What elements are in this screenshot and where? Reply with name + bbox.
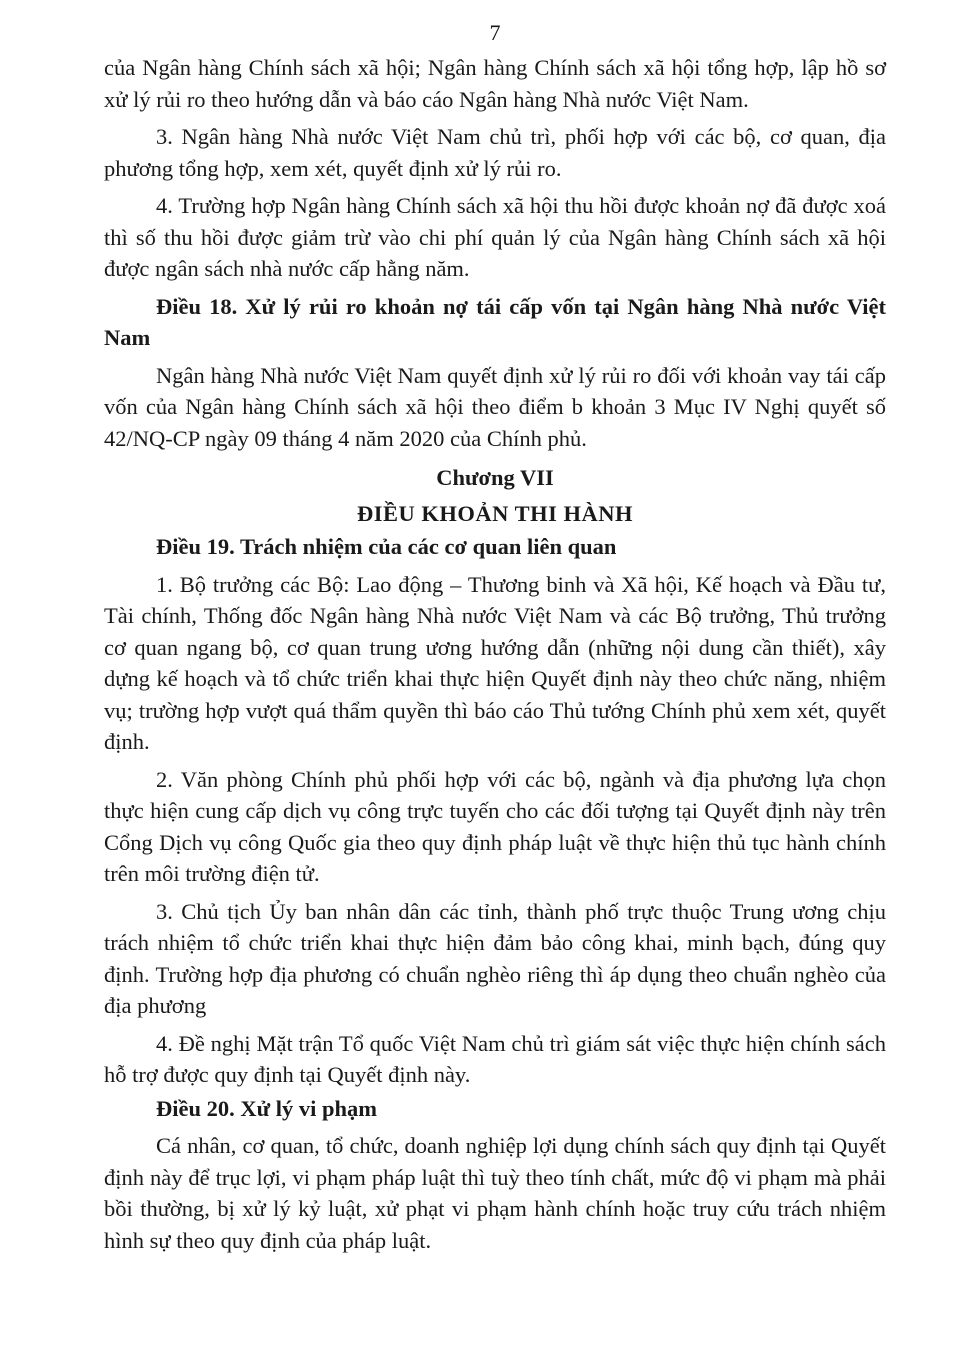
- paragraph-clause-4: 4. Trường hợp Ngân hàng Chính sách xã hội thu hồi được khoản nợ đã được xoá thì số thu hồi được giảm trừ vào chi phí quản lý của Ngân hàng Chính sách xã hội được ngân sách nhà nước cấp hằng năm.: [104, 193, 886, 281]
- article-18-title: Điều 18. Xử lý rủi ro khoản nợ tái cấp vốn tại Ngân hàng Nhà nước Việt Nam: [104, 293, 886, 350]
- article-19-title: Điều 19. Trách nhiệm của các cơ quan liên quan: [156, 534, 617, 559]
- article-19-clause-2: 2. Văn phòng Chính phủ phối hợp với các bộ, ngành và địa phương lựa chọn thực hiện cung cấp dịch vụ công trực tuyến cho các đối tượng tại Quyết định này trên Cổng Dịch vụ công Quốc gia theo quy định pháp luật về thực hiện thủ tục hành chính trên môi trường điện tử.: [104, 766, 886, 886]
- article-19-clause-3: 3. Chủ tịch Ủy ban nhân dân các tỉnh, thành phố trực thuộc Trung ương chịu trách nhiệm tổ chức triển khai thực hiện đảm bảo công khai, minh bạch, đúng quy định. Trường hợp địa phương có chuẩn nghèo riêng thì áp dụng theo chuẩn nghèo của địa phương: [104, 898, 886, 1018]
- article-20-body: Cá nhân, cơ quan, tổ chức, doanh nghiệp lợi dụng chính sách quy định tại Quyết định này để trục lợi, vi phạm pháp luật thì tuỳ theo tính chất, mức độ vi phạm mà phải bồi thường, bị xử lý kỷ luật, xử phạt vi phạm hành chính hoặc truy cứu trách nhiệm hình sự theo quy định của pháp luật.: [104, 1133, 886, 1253]
- article-19-clause-4: 4. Đề nghị Mặt trận Tổ quốc Việt Nam chủ trì giám sát việc thực hiện chính sách hỗ trợ được quy định tại Quyết định này.: [104, 1030, 886, 1087]
- document-page: [104, 0, 886, 1256]
- article-20-title: Điều 20. Xử lý vi phạm: [156, 1095, 378, 1121]
- chapter-title: ĐIỀU KHOẢN THI HÀNH: [357, 500, 633, 526]
- article-19-clause-1: 1. Bộ trưởng các Bộ: Lao động – Thương binh và Xã hội, Kế hoạch và Đầu tư, Tài chính, Thống đốc Ngân hàng Nhà nước Việt Nam và các Bộ trưởng, Thủ trưởng cơ quan ngang bộ, cơ quan trung ương hướng dẫn (những nội dung cần thiết), xây dựng kế hoạch và tổ chức triển khai thực hiện Quyết định này theo chức năng, nhiệm vụ; trường hợp vượt quá thẩm quyền thì báo cáo Thủ tướng Chính phủ xem xét, quyết định.: [104, 571, 886, 754]
- article-18-body: Ngân hàng Nhà nước Việt Nam quyết định xử lý rủi ro đối với khoản vay tái cấp vốn của Ngân hàng Chính sách xã hội theo điểm b khoản 3 Mục IV Nghị quyết số 42/NQ-CP ngày 09 tháng 4 năm 2020 của Chính phủ.: [104, 362, 886, 451]
- chapter-number: Chương VII: [436, 465, 554, 490]
- paragraph-clause-3: 3. Ngân hàng Nhà nước Việt Nam chủ trì, phối hợp với các bộ, cơ quan, địa phương tổng hợp, xem xét, quyết định xử lý rủi ro.: [104, 124, 886, 181]
- paragraph-continuation: của Ngân hàng Chính sách xã hội; Ngân hàng Chính sách xã hội tổng hợp, lập hồ sơ xử lý rủi ro theo hướng dẫn và báo cáo Ngân hàng Nhà nước Việt Nam.: [104, 55, 886, 112]
- page-number: 7: [489, 20, 501, 45]
